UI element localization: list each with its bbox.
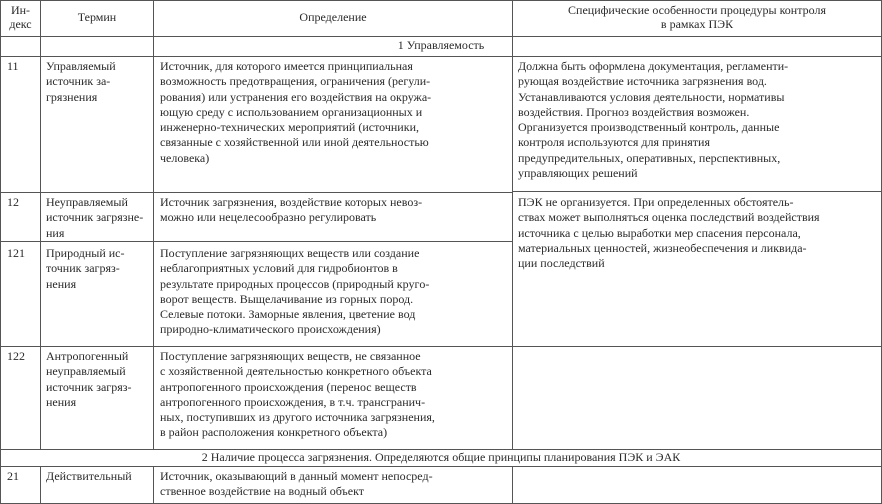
features-cell xyxy=(518,59,788,181)
header-separator xyxy=(0,36,882,37)
text-line: результате природных процессов (природный кругo- xyxy=(160,276,430,291)
text-line: с хозяйственной деятельностью конкретного объекта xyxy=(160,364,432,379)
text-line: неблагоприятных условий для гидробионтов в xyxy=(160,261,398,276)
section-title: 2 Наличие процесса загрязнения. Определяются общие принципы планирования ПЭК и ЭАК xyxy=(201,450,681,464)
text-line: материальных ценностей, жизнеобеспечения и ликвида- xyxy=(518,240,807,255)
text-line: возможность предотвращения, ограничения (регули- xyxy=(160,74,431,89)
text-line: Антропогенный xyxy=(46,349,129,363)
table-border-top xyxy=(0,0,882,1)
row-definition xyxy=(160,469,433,500)
text-line: Селевые потоки. Заморные явления, цветение вод xyxy=(160,307,416,322)
text-line: Поступление загрязняющих веществ или создание xyxy=(160,246,420,260)
table-border-left xyxy=(0,0,1,504)
text-line: источник загряз- xyxy=(46,379,132,394)
text-line: 12 xyxy=(7,195,19,209)
text-line: Источник, для которого имеется принципиальная xyxy=(160,59,413,73)
text-line: 11 xyxy=(7,59,19,73)
header-term xyxy=(41,10,153,24)
text-line: человека) xyxy=(160,150,210,165)
text-line: Специфические особенности процедуры контроля xyxy=(568,3,826,17)
text-line: антропогенного происхождения (перенос веществ xyxy=(160,379,417,394)
text-line: Поступление загрязняющих веществ, не связанное xyxy=(160,349,421,363)
text-line: источник за- xyxy=(46,74,111,89)
features-cell xyxy=(518,195,820,271)
row-121-bottom-rule xyxy=(0,346,512,347)
text-line: ПЭК не организуется. При определенных обстоятель- xyxy=(518,195,794,209)
text-line: можно или нецелесообразно регулировать xyxy=(160,210,377,225)
text-line: неуправляемый xyxy=(46,364,126,379)
row-index xyxy=(7,59,19,74)
text-line: предупредительных, оперативных, перспективных, xyxy=(518,150,781,165)
text-line: рования) или устранения его воздействия на окружа- xyxy=(160,89,432,104)
features-1-bottom-rule xyxy=(512,191,882,192)
header-index xyxy=(1,3,40,31)
row-index xyxy=(7,349,25,364)
row-11-bottom-rule xyxy=(0,192,512,193)
text-line: антропогенного происхождения, в т.ч. трансгранич- xyxy=(160,394,426,409)
text-line: рующая воздействие источника загрязнения вод. xyxy=(518,74,767,89)
text-line: воздействия. Прогноз воздействия возможен. xyxy=(518,104,750,119)
row-term xyxy=(46,469,132,484)
text-line: 122 xyxy=(7,349,25,363)
text-line: ющую среду с использованием организационных и xyxy=(160,104,423,119)
text-line: Источник, оказывающий в данный момент непосред- xyxy=(160,469,433,483)
header-features xyxy=(513,3,881,31)
text-line: ственное воздействие на водный объект xyxy=(160,484,365,499)
text-line: Устанавливаются условия деятельности, нормативы xyxy=(518,89,785,104)
text-line: 21 xyxy=(7,469,19,483)
text-line: Неуправляемый xyxy=(46,195,128,209)
definition-column-rule-footer xyxy=(512,466,513,504)
text-line: связанные с хозяйственной или иной деятельностью xyxy=(160,135,429,150)
text-line: Определение xyxy=(299,10,367,24)
row-term xyxy=(46,246,125,292)
text-line: источника с целью выработки мер спасения персонала, xyxy=(518,225,801,240)
text-line: управляющих решений xyxy=(518,166,638,181)
header-definition xyxy=(154,10,512,24)
index-column-rule-body xyxy=(40,56,41,450)
row-definition xyxy=(160,349,435,441)
text-line: Действительный xyxy=(46,469,132,483)
row-definition xyxy=(160,59,431,166)
text-line: Термин xyxy=(77,10,117,24)
text-line: ворот веществ. Выщелачивание из горных пород. xyxy=(160,291,414,306)
term-column-rule-body xyxy=(153,56,154,450)
row-term xyxy=(46,349,131,410)
text-line: ствах может выполняться оценка последствий воздействия xyxy=(518,210,820,225)
row-definition xyxy=(160,195,422,226)
text-line: контроля используются для принятия xyxy=(518,135,710,150)
section-2-separator xyxy=(0,466,882,467)
text-line: точник загряз- xyxy=(46,261,120,276)
text-line: Организуется производственный контроль, данные xyxy=(518,120,780,135)
row-term xyxy=(46,195,143,241)
term-column-rule-footer xyxy=(153,466,154,504)
text-line: в район расположения конкретного объекта) xyxy=(160,425,388,440)
row-term xyxy=(46,59,116,105)
text-line: грязнения xyxy=(46,89,98,104)
text-line: 121 xyxy=(7,246,25,260)
text-line: нения xyxy=(46,394,77,409)
row-index xyxy=(7,246,25,261)
text-line: Должна быть оформлена документация, регламенти- xyxy=(518,59,789,73)
text-line: ния xyxy=(46,225,65,240)
text-line: в рамках ПЭК xyxy=(660,17,734,31)
text-line: Природный ис- xyxy=(46,246,125,260)
row-definition xyxy=(160,246,429,338)
text-line: Управляемый xyxy=(46,59,116,73)
text-line: инженерно-технических мероприятий (источники, xyxy=(160,120,419,135)
text-line: источник загрязне- xyxy=(46,210,144,225)
features-2-bottom-rule xyxy=(512,346,882,347)
text-line: нения xyxy=(46,276,77,291)
row-12-bottom-rule xyxy=(0,241,512,242)
definition-column-rule-body xyxy=(512,56,513,450)
text-line: ных, поступивших из другого источника загрязнения, xyxy=(160,410,435,425)
row-index xyxy=(7,195,19,210)
text-line: декс xyxy=(9,17,32,31)
section-1-separator xyxy=(0,56,882,57)
section-title: 1 Управляемость xyxy=(397,38,485,52)
row-index xyxy=(7,469,19,484)
text-line: природно-климатического происхождения) xyxy=(160,322,381,337)
text-line: Ин- xyxy=(10,3,31,17)
text-line: ции последствий xyxy=(518,256,605,271)
index-column-rule-footer xyxy=(40,466,41,504)
text-line: Источник загрязнения, воздействие которых невоз- xyxy=(160,195,423,209)
